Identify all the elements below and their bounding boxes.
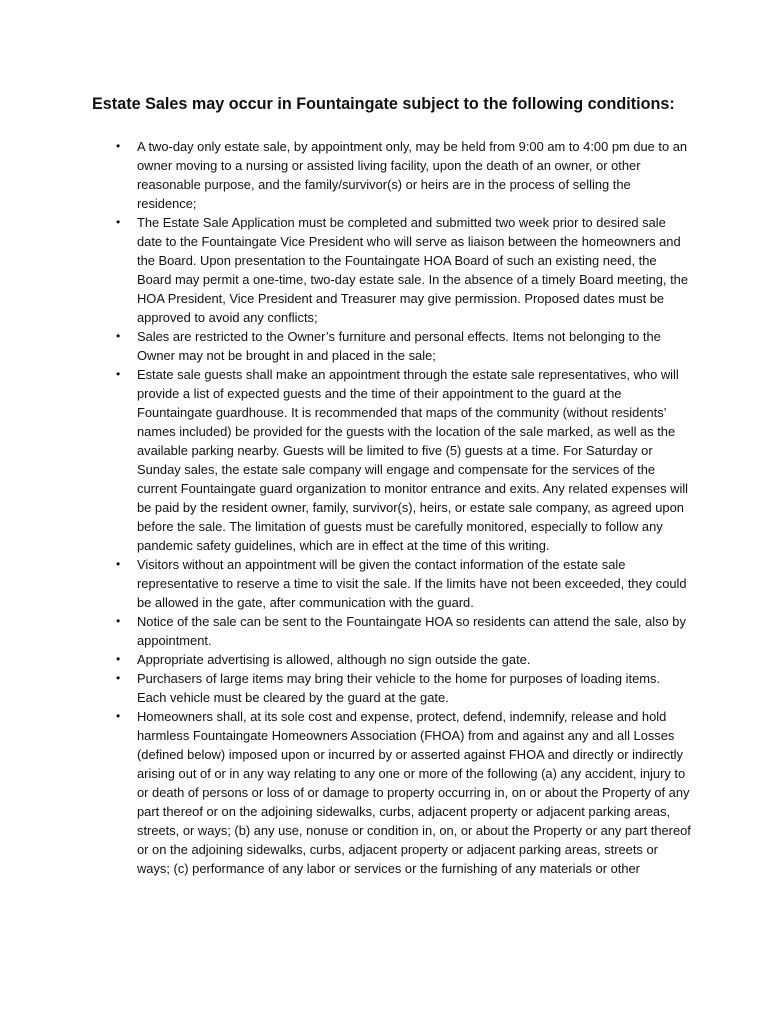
- bullet-icon: •: [116, 367, 121, 381]
- document-heading: Estate Sales may occur in Fountaingate subject to the following conditions:: [92, 95, 675, 113]
- condition-text: Estate sale guests shall make an appointment through the estate sale representatives, who will provide a list of expected guests and the time of their appointment to the guard at the Fountaingate guardhouse. It is recommended that maps of the community (without residents’ names included) be provided for the guests with the location of the sale marked, as well as the available parking nearby. Guests will be limited to five (5) guests at a time. For Saturday or Sunday sales, the estate sale company will engage and compensate for the services of the current Fountaingate guard organization to monitor entrance and exits. Any related expenses will be paid by the resident owner, family, survivor(s), heirs, or estate sale company, as agreed upon before the sale. The limitation of guests must be carefully monitored, especially to follow any pandemic safety guidelines, which are in effect at the time of this writing.: [137, 367, 689, 553]
- bullet-icon: •: [116, 557, 121, 571]
- condition-text: Visitors without an appointment will be given the contact information of the estate sale representative to reserve a time to visit the sale. If the limits have not been exceeded, they could be allowed in the gate, after communication with the guard.: [137, 557, 687, 610]
- bullet-icon: •: [116, 671, 121, 685]
- conditions-list: [92, 137, 692, 878]
- condition-item: [92, 707, 692, 878]
- condition-text: Notice of the sale can be sent to the Fountaingate HOA so residents can attend the sale, also by appointment.: [137, 614, 686, 648]
- bullet-icon: •: [116, 329, 121, 343]
- condition-text: Appropriate advertising is allowed, although no sign outside the gate.: [137, 652, 531, 667]
- bullet-icon: •: [116, 139, 121, 153]
- condition-item: [92, 327, 692, 365]
- condition-item: [92, 650, 692, 669]
- condition-item: [92, 213, 692, 327]
- condition-item: [92, 365, 692, 555]
- condition-item: [92, 669, 692, 707]
- bullet-icon: •: [116, 614, 121, 628]
- bullet-icon: •: [116, 215, 121, 229]
- condition-text: Homeowners shall, at its sole cost and expense, protect, defend, indemnify, release and hold harmless Fountaingate Homeowners Association (FHOA) from and against any and all Losses (defined below) imposed upon or incurred by or asserted against FHOA and directly or indirectly arising out of or in any way relating to any one or more of the following (a) any accident, injury to or death of persons or loss of or damage to property occurring in, on or about the Property of any part thereof or on the adjoining sidewalks, curbs, adjacent property or adjacent parking areas, streets, or ways; (b) any use, nonuse or condition in, on, or about the Property or any part thereof or on the adjoining sidewalks, curbs, adjacent property or adjacent parking areas, streets or ways; (c) performance of any labor or services or the furnishing of any materials or other: [137, 709, 691, 876]
- condition-text: A two-day only estate sale, by appointment only, may be held from 9:00 am to 4:00 pm due to an owner moving to a nursing or assisted living facility, upon the death of an owner, or other reasonable purpose, and the family/survivor(s) or heirs are in the process of selling the residence;: [137, 139, 688, 211]
- condition-text: Sales are restricted to the Owner’s furniture and personal effects. Items not belonging to the Owner may not be brought in and placed in the sale;: [137, 329, 661, 363]
- condition-text: The Estate Sale Application must be completed and submitted two week prior to desired sale date to the Fountaingate Vice President who will serve as liaison between the homeowners and the Board. Upon presentation to the Fountaingate HOA Board of such an existing need, the Board may permit a one-time, two-day estate sale. In the absence of a timely Board meeting, the HOA President, Vice President and Treasurer may give permission. Proposed dates must be approved to avoid any conflicts;: [137, 215, 688, 325]
- bullet-icon: •: [116, 709, 121, 723]
- condition-item: [92, 612, 692, 650]
- condition-item: [92, 137, 692, 213]
- condition-item: [92, 555, 692, 612]
- condition-text: Purchasers of large items may bring their vehicle to the home for purposes of loading items. Each vehicle must be cleared by the guard at the gate.: [137, 671, 661, 705]
- bullet-icon: •: [116, 652, 121, 666]
